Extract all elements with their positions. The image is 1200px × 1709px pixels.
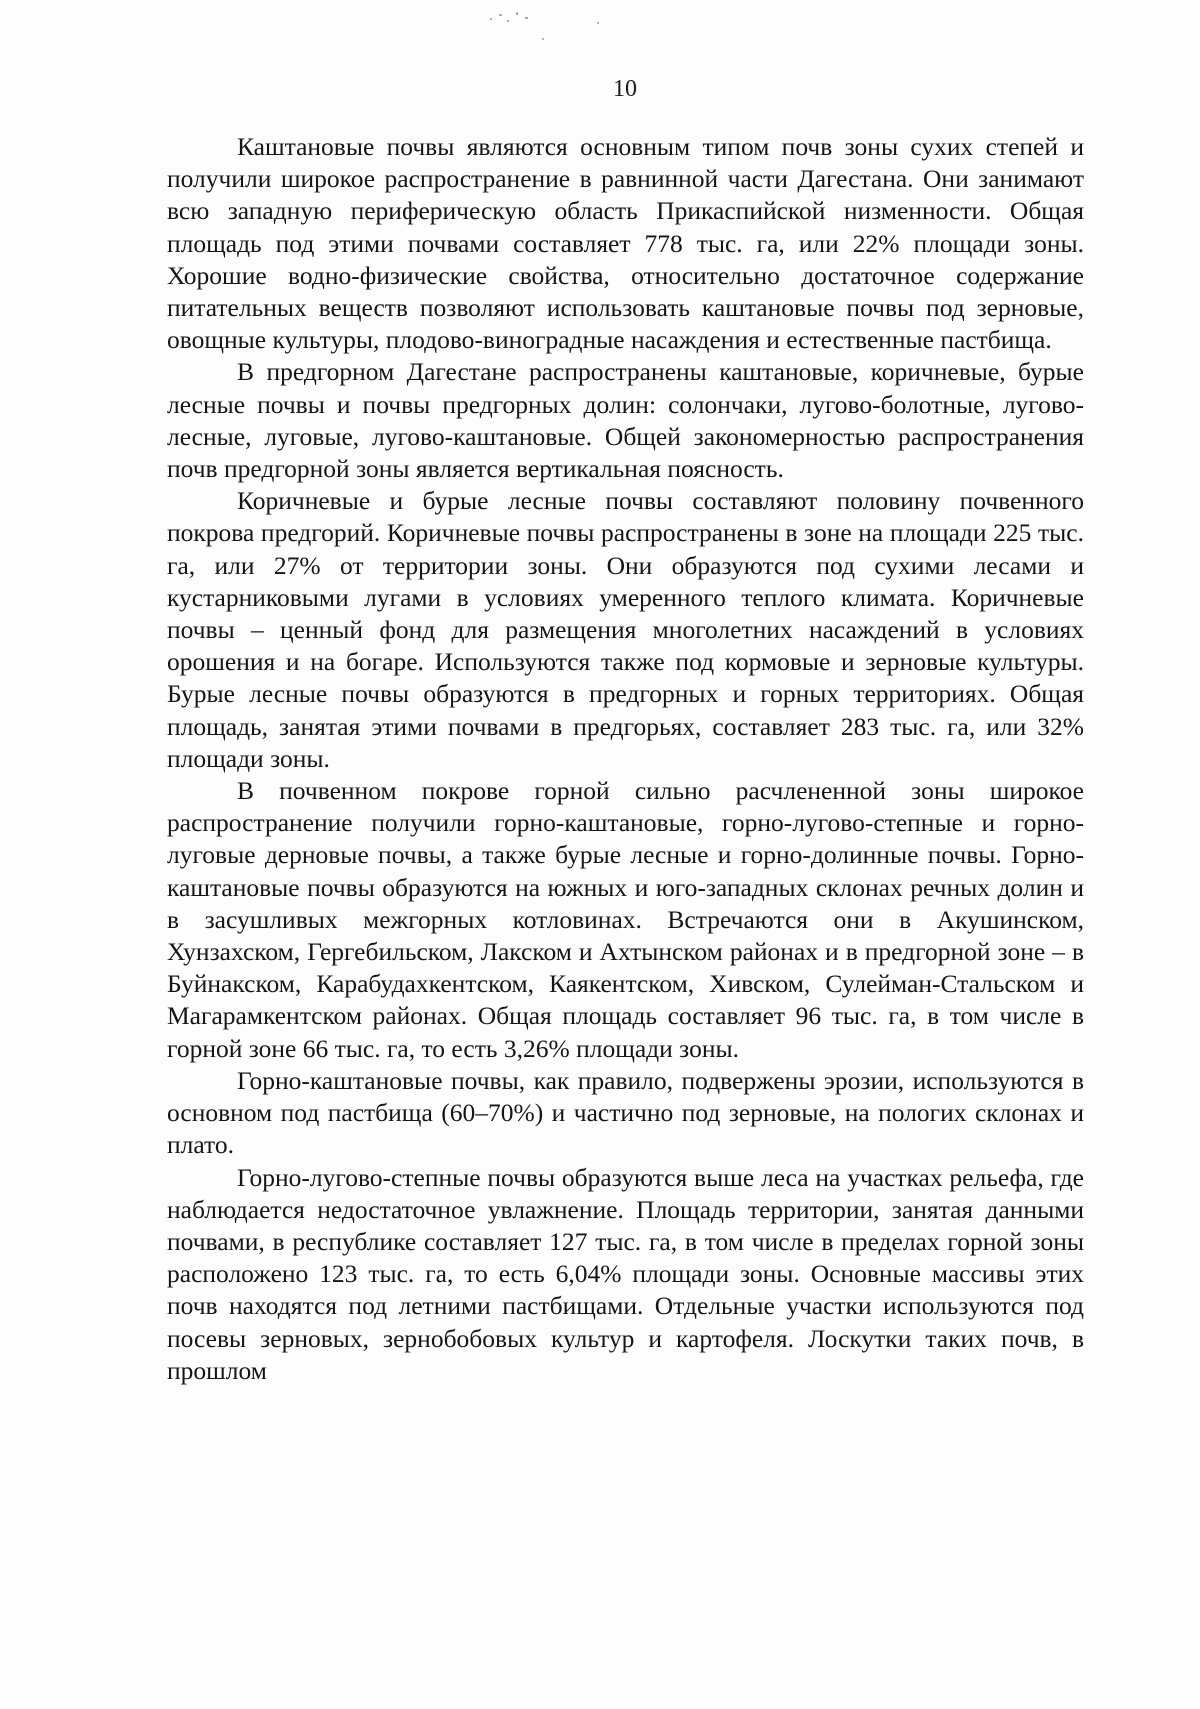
page-number: 10 [613,76,637,102]
scan-speck [525,17,528,19]
scan-speck [516,12,518,15]
paragraph-chestnut-soils: Каштановые почвы являются основным типом почв зоны сухих степей и получили широкое распространение в равнинной части Дагестана. Они занимают всю западную периферическую область Прикаспийской низменности. Общая площадь под этими почвами составляет 778 тыс. га, или 22% площади зоны. Хорошие водно-физические свойства, относительно достаточное содержание питательных веществ позволяют использовать каштановые почвы под зерновые, овощные культуры, плодово-виноградные насаждения и естественные пастбища. [167,132,1084,355]
paragraph-foothill-soils: В предгорном Дагестане распространены каштановые, коричневые, бурые лесные почвы и почвы предгорных долин: солончаки, лугово-болотные, лугово-лесные, луговые, лугово-каштановые. Общей закономерностью распространения почв предгорной зоны является вертикальная поясность. [167,357,1084,484]
scan-speck [490,18,492,20]
paragraph-brown-forest-soils: Коричневые и бурые лесные почвы составляют половину почвенного покрова предгорий. Коричневые почвы распространены в зоне на площади 225 тыс. га, или 27% от территории зоны. Они образуются под сухими лесами и кустарниковыми лугами в условиях умеренного теплого климата. Коричневые почвы – ценный фонд для размещения многолетних насаждений в условиях орошения и на богаре. Используются также под кормовые и зерновые культуры. Бурые лесные почвы образуются в предгорных и горных территориях. Общая площадь, занятая этими почвами в предгорьях, составляет 283 тыс. га, или 32% площади зоны. [167,486,1084,773]
scan-speck [499,14,502,16]
paragraph-mountain-meadow-steppe-soils: Горно-лугово-степные почвы образуются выше леса на участках рельефа, где наблюдается недостаточное увлажнение. Площадь территории, занятая данными почвами, в республике составляет 127 тыс. га, в том числе в пределах горной зоны расположено 123 тыс. га, то есть 6,04% площади зоны. Основные массивы этих почв находятся под летними пастбищами. Отдельные участки используются под посевы зерновых, зернобобовых культур и картофеля. Лоскутки таких почв, в прошлом [167,1162,1084,1385]
scan-speck [507,20,509,22]
body-text [167,131,1084,1387]
scan-speck [542,38,544,40]
paragraph-mountain-chestnut-usage: Горно-каштановые почвы, как правило, подвержены эрозии, используются в основном под пастбища (60–70%) и частично под зерновые, на пологих склонах и плато. [167,1065,1084,1160]
scan-specks [485,8,605,48]
scan-speck [597,22,599,24]
paragraph-mountain-zone-soils: В почвенном покрове горной сильно расчлененной зоны широкое распространение получили горно-каштановые, горно-лугово-степные и горно-луговые дерновые почвы, а также бурые лесные и горно-долинные почвы. Горно-каштановые почвы образуются на южных и юго-западных склонах речных долин и в засушливых межгорных котловинах. Встречаются они в Акушинском, Хунзахском, Гергебильском, Лакском и Ахтынском районах и в предгорной зоне – в Буйнакском, Карабудахкентском, Каякентском, Хивском, Сулейман-Стальском и Магарамкентском районах. Общая площадь составляет 96 тыс. га, в том числе в горной зоне 66 тыс. га, то есть 3,26% площади зоны. [167,776,1084,1063]
